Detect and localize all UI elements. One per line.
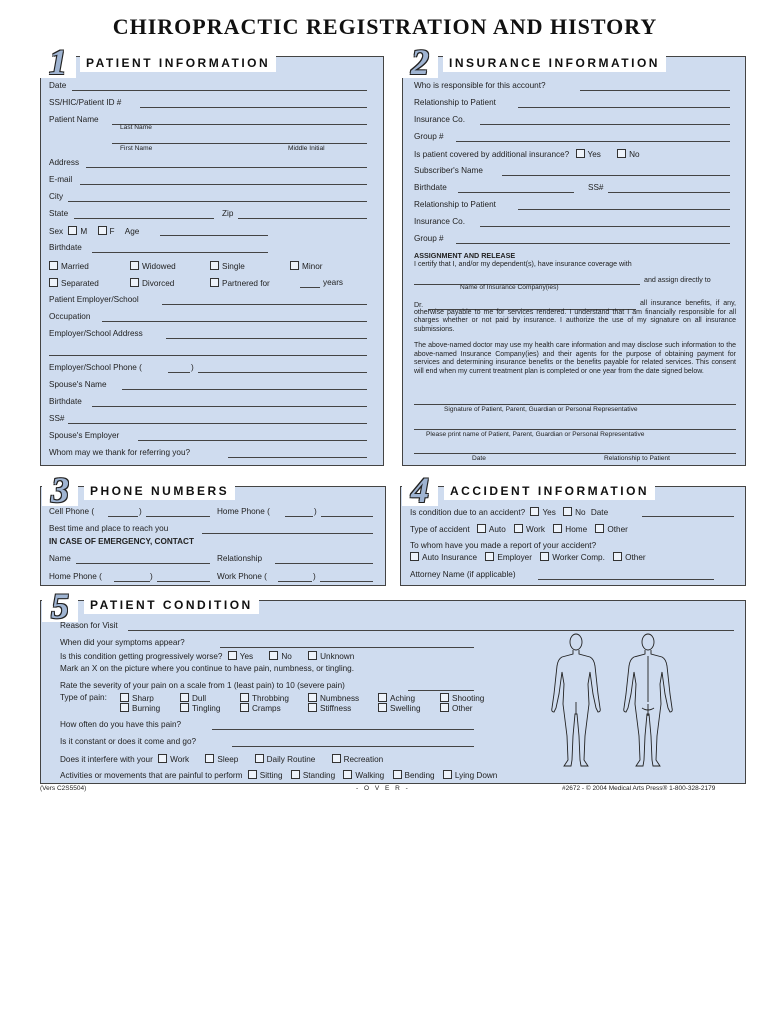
how-often-line[interactable] [212,729,474,730]
activity-lying-down-checkbox[interactable] [443,770,452,779]
pain-dull-checkbox[interactable] [180,693,189,702]
pain-tingling-option [180,703,220,713]
city-line[interactable] [68,201,367,202]
section-number-2: 2 [402,46,438,78]
interfere-label: Does it interfere with your [60,755,153,764]
accident-date-label: Date [590,508,609,517]
divorced-checkbox[interactable] [130,278,139,287]
city-label: City [49,192,64,201]
release-text: The above-named doctor may use my health care information and may disclose such information to the above-named Insurance Company(ies) and their agents for the purpose of obtaining payment for services and determining insurance benefits or the benefits payable for related services. This consent will end when my current treatment plan is completed or one year from the date signed below. [414,342,736,375]
sex-m-checkbox[interactable] [68,226,77,235]
referral-line[interactable] [228,457,367,458]
single-label: Single [222,262,245,271]
form-title: CHIROPRACTIC REGISTRATION AND HISTORY [112,14,658,39]
accident-work-checkbox[interactable] [514,524,523,533]
emergency-name-label: Name [49,554,71,563]
best-time-line[interactable] [202,533,373,534]
subscriber-name-label: Subscriber's Name [414,166,483,175]
group-label: Group # [414,132,444,141]
activity-sitting-label: Sitting [259,771,283,780]
employer-phone-close: ) [191,363,194,372]
subscriber-name-line[interactable] [502,175,730,176]
additional-yes-label: Yes [587,150,601,159]
pain-cramps-label: Cramps [252,704,281,713]
emergency-home-line[interactable] [157,581,210,582]
activity-bending-label: Bending [404,771,435,780]
responsible-label: Who is responsible for this account? [414,81,546,90]
insurance-information-title: INSURANCE INFORMATION [443,54,666,72]
activity-standing-label: Standing [302,771,336,780]
widowed-checkbox[interactable] [130,261,139,270]
last-name-caption: Last Name [120,124,152,131]
rate-line[interactable] [408,690,474,691]
accident-no-checkbox[interactable] [563,507,572,516]
email-line[interactable] [80,184,367,185]
patient-condition-title: PATIENT CONDITION [84,596,259,614]
pain-tingling-label: Tingling [192,704,221,713]
responsible-line[interactable] [580,90,730,91]
spouse-ss-label: SS# [49,414,65,423]
pain-dull-option [180,693,206,703]
accident-type-label: Type of accident [410,525,470,534]
employer-label: Patient Employer/School [49,295,139,304]
emergency-home-close: ) [150,572,153,581]
pain-stiffness-label: Stiffness [320,704,352,713]
insurance-company2-line[interactable] [480,226,730,227]
subscriber-birthdate-label: Birthdate [414,183,447,192]
assign-directly-label: and assign directly to [644,276,711,284]
reason-line[interactable] [128,630,734,631]
pain-burning-checkbox[interactable] [120,703,129,712]
pain-shooting-checkbox[interactable] [440,693,449,702]
pain-aching-checkbox[interactable] [378,693,387,702]
birthdate-line[interactable] [92,252,268,253]
benefits-text: all insurance benefits, if any, otherwise payable to me for services rendered. I understand that I am financially responsible for all charges whether or not paid by insurance. I authorize the use of my signature on all insurance submissions. [414,300,736,333]
worse-no-checkbox[interactable] [269,651,278,660]
partnered-years-line[interactable] [300,287,320,288]
patient-name-label: Patient Name [49,115,99,124]
sex-f-label: F [109,227,115,236]
mark-x-instruction: Mark an X on the picture where you continue to have pain, numbness, or tingling. [60,664,355,673]
pain-dull-label: Dull [192,694,207,703]
employer-address-line-2[interactable] [49,355,367,356]
single-checkbox[interactable] [210,261,219,270]
cell-phone-close: ) [139,507,142,516]
version-code: (Vers C2S5504) [40,785,87,792]
subscriber-birthdate-line[interactable] [458,192,574,193]
accident-information-title: ACCIDENT INFORMATION [444,482,655,500]
cell-phone-area-line[interactable] [108,516,138,517]
widowed-label: Widowed [142,262,176,271]
when-label: When did your symptoms appear? [60,638,185,647]
company-names-caption: Name of Insurance Company(ies) [460,284,559,291]
additional-yes-checkbox[interactable] [576,149,585,158]
pain-sharp-option [120,693,154,703]
pain-burning-label: Burning [132,704,161,713]
date-label: Date [49,81,67,90]
interfere-sleep-checkbox[interactable] [205,754,214,763]
state-label: State [49,209,69,218]
insurance-company-line[interactable] [480,124,730,125]
pain-aching-option [378,693,415,703]
minor-checkbox[interactable] [290,261,299,270]
group2-line[interactable] [456,243,730,244]
activity-lying-down-label: Lying Down [454,771,498,780]
body-back-figure[interactable] [616,632,680,772]
pain-numbness-option [308,693,359,703]
spouse-employer-line[interactable] [138,440,367,441]
accident-home-label: Home [565,525,588,534]
emergency-home-phone-label: Home Phone ( [49,572,102,581]
birthdate-label: Birthdate [49,243,82,252]
employer-address-line[interactable] [166,338,367,339]
assignment-heading: ASSIGNMENT AND RELEASE [414,251,516,260]
accident-auto-checkbox[interactable] [477,524,486,533]
print-name-caption: Please print name of Patient, Parent, Guardian or Personal Representative [426,431,645,438]
activity-walking-label: Walking [355,771,385,780]
accident-type-row [410,524,628,534]
cell-phone-label: Cell Phone ( [49,507,95,516]
married-checkbox[interactable] [49,261,58,270]
state-line[interactable] [74,218,214,219]
worse-unknown-checkbox[interactable] [308,651,317,660]
home-phone-label: Home Phone ( [217,507,270,516]
report-to-options [410,552,646,562]
sex-m-label: M [80,227,88,236]
sex-label [49,226,139,236]
minor-option [290,261,322,271]
additional-insurance-row [414,149,640,159]
pain-tingling-checkbox[interactable] [180,703,189,712]
assignment-line-1: I certify that I, and/or my dependent(s), have insurance coverage with [414,260,632,268]
pain-aching-label: Aching [390,694,416,703]
address-label: Address [49,158,80,167]
pain-throbbing-option [240,693,289,703]
signature-line[interactable] [414,404,736,405]
pain-sharp-label: Sharp [132,694,154,703]
phone-numbers-section [40,486,386,586]
section-number-1: 1 [40,46,76,78]
separated-label: Separated [61,279,99,288]
emergency-heading: IN CASE OF EMERGENCY, CONTACT [49,537,194,546]
date-line[interactable] [72,90,367,91]
patient-information-title: PATIENT INFORMATION [80,54,276,72]
separated-option [49,278,99,288]
constant-line[interactable] [232,746,474,747]
home-phone-close: ) [314,507,317,516]
relationship2-label: Relationship to Patient [414,200,496,209]
spouse-birthdate-label: Birthdate [49,397,82,406]
ss-id-line[interactable] [140,107,367,108]
pain-sharp-checkbox[interactable] [120,693,129,702]
occupation-label: Occupation [49,312,91,321]
pain-throbbing-label: Throbbing [252,694,289,703]
pain-swelling-label: Swelling [390,704,421,713]
partnered-option [210,278,270,288]
divorced-label: Divorced [142,279,175,288]
accident-work-label: Work [526,525,545,534]
worse-row [60,651,354,661]
employer-phone-area-line[interactable] [168,372,190,373]
section-number-5: 5 [42,590,78,622]
pain-stiffness-option [308,703,351,713]
subscriber-ss-line[interactable] [608,192,730,193]
pain-other-option [440,703,472,713]
report-other-label: Other [625,553,646,562]
emergency-work-close: ) [313,572,316,581]
widowed-option [130,261,176,271]
activities-row [60,770,497,780]
interfere-daily-routine-label: Daily Routine [266,755,316,764]
sex-f-checkbox[interactable] [98,226,107,235]
interfere-recreation-checkbox[interactable] [332,754,341,763]
group2-label: Group # [414,234,444,243]
group-line[interactable] [456,141,730,142]
married-label: Married [61,262,89,271]
age-line[interactable] [160,235,268,236]
employer-phone-label: Employer/School Phone ( [49,363,142,372]
report-worker-comp-label: Worker Comp. [552,553,605,562]
report-employer-label: Employer [497,553,532,562]
emergency-work-line[interactable] [320,581,373,582]
attorney-line[interactable] [538,579,714,580]
interfere-sleep-label: Sleep [217,755,239,764]
pain-numbness-checkbox[interactable] [308,693,317,702]
pain-stiffness-checkbox[interactable] [308,703,317,712]
over-indicator: - O V E R - [356,785,410,792]
employer-address-label: Employer/School Address [49,329,143,338]
insurance-company2-label: Insurance Co. [414,217,465,226]
address-line[interactable] [86,167,367,168]
zip-label: Zip [222,209,234,218]
activity-standing-checkbox[interactable] [291,770,300,779]
interfere-work-checkbox[interactable] [158,754,167,763]
date-caption: Date [472,455,486,462]
occupation-line[interactable] [102,321,367,322]
pain-swelling-checkbox[interactable] [378,703,387,712]
employer-phone-line[interactable] [198,372,367,373]
email-label: E-mail [49,175,73,184]
pain-throbbing-checkbox[interactable] [240,693,249,702]
emergency-work-phone-label: Work Phone ( [217,572,267,581]
spouse-name-line[interactable] [122,389,367,390]
activity-bending-checkbox[interactable] [393,770,402,779]
pain-shooting-option [440,693,484,703]
spouse-birthdate-line[interactable] [92,406,367,407]
worse-yes-label: Yes [239,652,254,661]
accident-no-label: No [575,508,586,517]
first-name-line[interactable] [112,143,367,144]
married-option [49,261,89,271]
sex-text: Sex [49,227,64,236]
how-often-label: How often do you have this pain? [60,720,182,729]
employer-line[interactable] [162,304,367,305]
reason-label: Reason for Visit [60,621,118,630]
spouse-name-label: Spouse's Name [49,380,107,389]
accident-yes-label: Yes [542,508,556,517]
date-relationship-line[interactable] [414,453,736,454]
relationship-line[interactable] [518,107,730,108]
activity-sitting-checkbox[interactable] [248,770,257,779]
accident-yes-checkbox[interactable] [530,507,539,516]
years-label: years [323,278,344,287]
accident-date-line[interactable] [642,516,734,517]
dr-label: Dr. [414,301,424,309]
pain-other-label: Other [452,704,473,713]
cell-phone-line[interactable] [146,516,210,517]
subscriber-ss-label: SS# [588,183,604,192]
pain-cramps-checkbox[interactable] [240,703,249,712]
relationship2-line[interactable] [518,209,730,210]
partnered-checkbox[interactable] [210,278,219,287]
insurance-company-label: Insurance Co. [414,115,465,124]
separated-checkbox[interactable] [49,278,58,287]
type-of-pain-label: Type of pain: [60,693,107,702]
spouse-employer-label: Spouse's Employer [49,431,120,440]
interfere-recreation-label: Recreation [343,755,384,764]
body-front-figure[interactable] [544,632,608,772]
home-phone-line[interactable] [321,516,373,517]
accident-other-checkbox[interactable] [595,524,604,533]
ss-id-label: SS/HIC/Patient ID # [49,98,122,107]
worse-unknown-label: Unknown [320,652,355,661]
pain-shooting-label: Shooting [452,694,485,703]
best-time-label: Best time and place to reach you [49,524,169,533]
referral-label: Whom may we thank for referring you? [49,448,191,457]
accident-due-label: Is condition due to an accident? [410,508,526,517]
middle-initial-caption: Middle Initial [288,145,325,152]
accident-home-checkbox[interactable] [553,524,562,533]
attorney-label: Attorney Name (if applicable) [410,570,516,579]
report-auto-insurance-label: Auto Insurance [422,553,478,562]
zip-line[interactable] [238,218,367,219]
report-employer-checkbox[interactable] [485,552,494,561]
pain-numbness-label: Numbness [320,694,360,703]
emergency-work-area-line[interactable] [278,581,312,582]
accident-other-label: Other [607,525,628,534]
emergency-relationship-label: Relationship [217,554,263,563]
pain-swelling-option [378,703,421,713]
worse-no-label: No [281,652,292,661]
additional-no-checkbox[interactable] [617,149,626,158]
emergency-relationship-line[interactable] [275,563,373,564]
section-number-4: 4 [402,474,438,506]
emergency-name-line[interactable] [76,563,210,564]
constant-label: Is it constant or does it come and go? [60,737,197,746]
activity-walking-checkbox[interactable] [343,770,352,779]
print-name-line[interactable] [414,429,736,430]
activities-label: Activities or movements that are painful to perform [60,771,243,780]
pain-cramps-option [240,703,281,713]
rate-label: Rate the severity of your pain on a scale from 1 (least pain) to 10 (severe pain) [60,681,345,690]
relationship-caption: Relationship to Patient [604,455,670,462]
pain-burning-option [120,703,160,713]
partnered-label: Partnered for [222,279,270,288]
relationship-label: Relationship to Patient [414,98,496,107]
spouse-ss-line[interactable] [68,423,367,424]
age-label: Age [124,227,140,236]
additional-insurance-label: Is patient covered by additional insurance? [414,150,570,159]
section-number-3: 3 [42,474,78,506]
first-name-caption: First Name [120,145,153,152]
report-worker-comp-checkbox[interactable] [540,552,549,561]
report-to-label: To whom have you made a report of your accident? [410,541,597,550]
signature-caption: Signature of Patient, Parent, Guardian or Personal Representative [444,406,638,413]
worse-label: Is this condition getting progressively worse? [60,652,223,661]
pain-other-checkbox[interactable] [440,703,449,712]
minor-label: Minor [302,262,323,271]
home-phone-area-line[interactable] [285,516,313,517]
phone-numbers-title: PHONE NUMBERS [84,482,235,500]
report-other-checkbox[interactable] [613,552,622,561]
single-option [210,261,245,271]
copyright-text: #2672 - © 2004 Medical Arts Press® 1-800-328-2179 [562,785,716,792]
divorced-option [130,278,174,288]
report-auto-insurance-checkbox[interactable] [410,552,419,561]
additional-no-label: No [629,150,640,159]
worse-yes-checkbox[interactable] [228,651,237,660]
accident-due-row [410,507,608,517]
accident-auto-label: Auto [488,525,506,534]
interfere-daily-routine-checkbox[interactable] [255,754,264,763]
emergency-home-area-line[interactable] [114,581,150,582]
interfere-work-label: Work [170,755,190,764]
when-line[interactable] [220,647,474,648]
interfere-row [60,754,383,764]
